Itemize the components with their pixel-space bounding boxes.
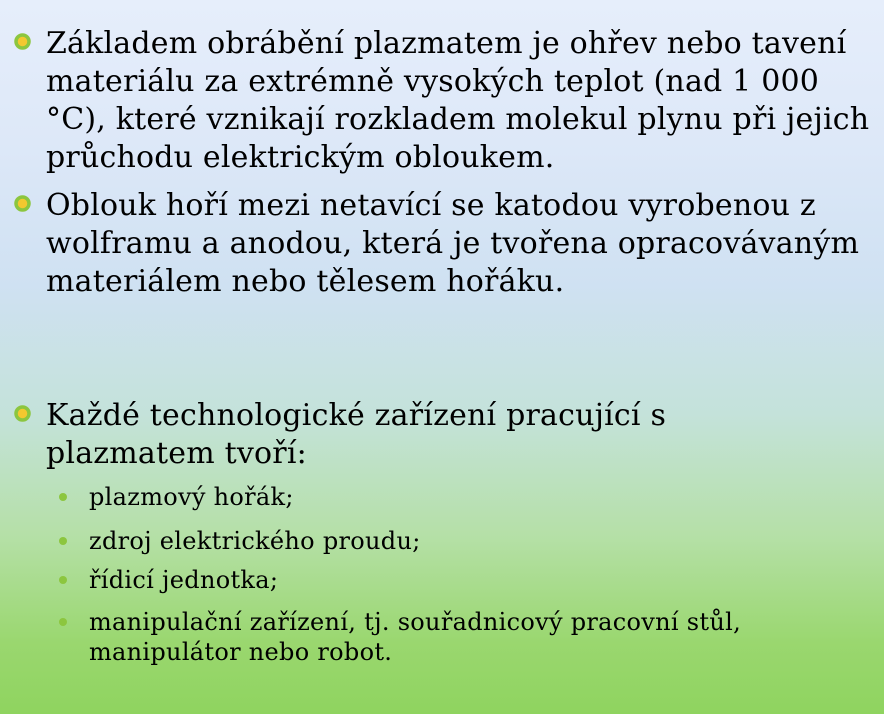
sub-bullet-text-3: řídicí jednotka;: [89, 566, 279, 594]
ring-bullet-icon: [14, 33, 31, 50]
sub-bullet-text-4: manipulační zařízení, tj. souřadnicový pracovní stůl, manipulátor nebo robot.: [89, 608, 742, 666]
dot-bullet-icon: [59, 493, 67, 501]
bullet-text-1: Základem obrábění plazmatem je ohřev nebo tavení materiálu za extrémně vysokých teplot (nad 1 000 °C), které vznikají rozkladem molekul plynu při jejich průchodu elektrickým obloukem.: [46, 26, 870, 175]
sub-bullet-item-1: [89, 482, 869, 512]
sub-bullet-item-2: [89, 526, 869, 556]
sub-bullet-item-3: [89, 565, 869, 595]
dot-bullet-icon: [59, 618, 67, 626]
ring-bullet-icon: [14, 405, 31, 422]
dot-bullet-icon: [59, 537, 67, 545]
bullet-item-2: [46, 187, 872, 301]
bullet-text-3: Každé technologické zařízení pracující s plazmatem tvoří:: [46, 398, 667, 471]
sub-bullet-text-2: zdroj elektrického proudu;: [89, 527, 421, 555]
sub-bullet-text-1: plazmový hořák;: [89, 483, 294, 511]
sub-bullet-item-4: [89, 607, 869, 667]
bullet-text-2: Oblouk hoří mezi netavící se katodou vyrobenou z wolframu a anodou, která je tvořena opracovávaným materiálem nebo tělesem hořáku.: [46, 188, 860, 299]
bullet-item-1: [46, 25, 872, 177]
ring-bullet-icon: [14, 195, 31, 212]
dot-bullet-icon: [59, 576, 67, 584]
bullet-item-3: [46, 397, 686, 473]
